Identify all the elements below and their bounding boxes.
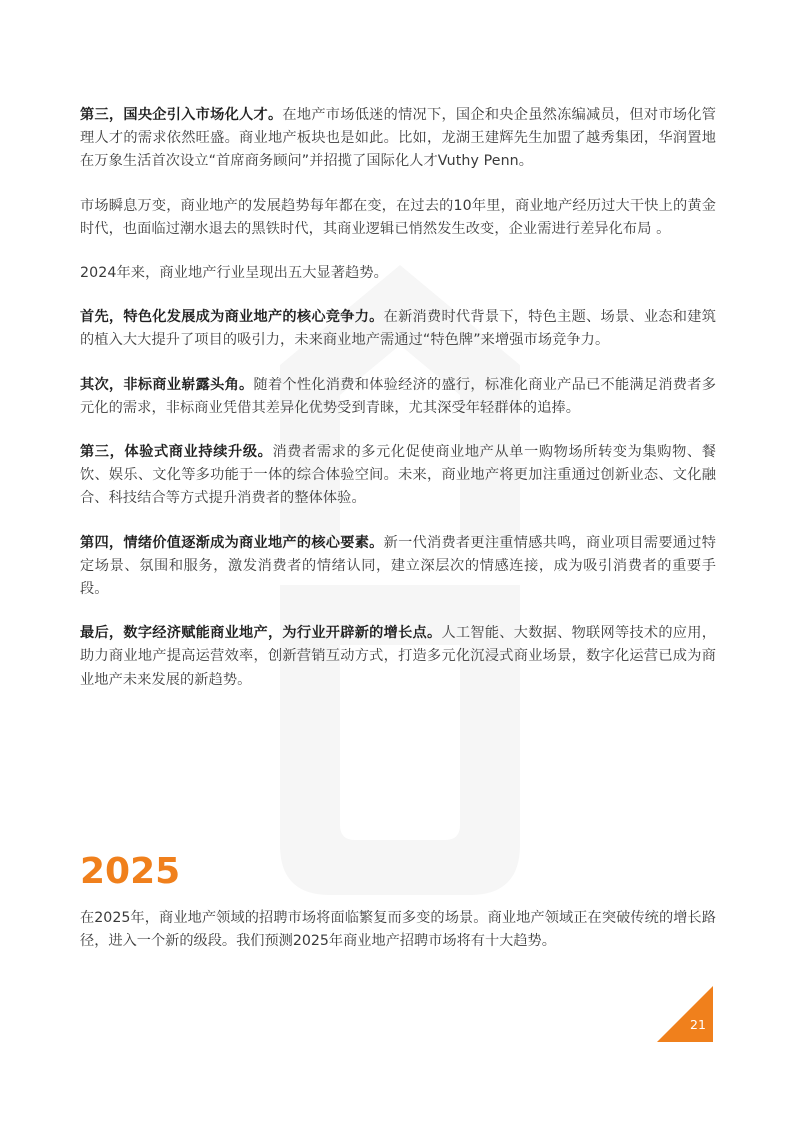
paragraph-lead: 其次，非标商业崭露头角。 [80,376,254,393]
paragraph-five-trends-intro [80,262,716,285]
paragraph-text: 随着个性化消费和体验经济的盛行，标准化商业产品已不能满足消费者多元化的需求，非标商业凭借其差异化优势受到青睐，尤其深受年轻群体的追捧。 [80,376,717,416]
paragraph-trend-digital-economy [80,622,716,692]
paragraph-text: 新一代消费者更注重情感共鸣，商业项目需要通过特定场景、氛围和服务，激发消费者的情绪认同，建立深层次的情感连接，成为吸引消费者的重要手段。 [80,534,716,598]
paragraph-lead: 首先，特色化发展成为商业地产的核心竞争力。 [80,309,384,326]
paragraph-lead: 最后，数字经济赋能商业地产，为行业开辟新的增长点。 [80,625,442,642]
page-corner-triangle [657,986,713,1042]
paragraph-text: 消费者需求的多元化促使商业地产从单一购物场所转变为集购物、餐饮、娱乐、文化等多功能于一体的综合体验空间。未来，商业地产将更加注重通过创新业态、文化融合、科技结合等方式提升消费者的整体体验。 [80,444,716,507]
section-heading-year: 2025 [80,851,181,892]
paragraph-lead: 第三，体验式商业持续升级。 [80,444,273,461]
paragraph-trend-experiential-commerce [80,441,716,511]
paragraph-market-change [80,195,716,241]
paragraph-trend-emotional-value [80,532,716,602]
page-number: 21 [690,1017,706,1032]
paragraph-text: 2024年来，商业地产行业呈现出五大显著趋势。 [80,265,388,282]
paragraph-state-enterprise-talent [80,104,716,174]
paragraph-text: 人工智能、大数据、物联网等技术的应用，助力商业地产提高运营效率，创新营销互动方式，打造多元化沉浸式商业场景，数字化运营已成为商业地产未来发展的新趋势。 [80,625,716,688]
paragraph-text: 在新消费时代背景下，特色主题、场景、业态和建筑的植入大大提升了项目的吸引力，未来商业地产需通过“特色牌”来增强市场竞争力。 [80,309,716,349]
paragraph-trend-featured-development [80,306,716,352]
paragraph-text: 市场瞬息万变，商业地产的发展趋势每年都在变，在过去的10年里，商业地产经历过大干快上的黄金时代，也面临过潮水退去的黑铁时代，其商业逻辑已悄然发生改变，企业需进行差异化布局 。 [80,197,716,237]
paragraph-trend-nonstandard-commerce [80,374,716,420]
paragraph-text: 在地产市场低迷的情况下，国企和央企虽然冻编减员，但对市场化管理人才的需求依然旺盛。商业地产板块也是如此。比如，龙湖王建辉先生加盟了越秀集团，华润置地在万象生活首次设立“首席商务顾问”并招揽了国际化人才Vuthy Penn。 [80,107,716,170]
paragraph-lead: 第四，情绪价值逐渐成为商业地产的核心要素。 [80,534,384,551]
section-intro-paragraph: 在2025年，商业地产领域的招聘市场将面临繁复而多变的场景。商业地产领域正在突破传统的增长路径，进入一个新的级段。我们预测2025年商业地产招聘市场将有十大趋势。 [80,910,716,950]
paragraph-lead: 第三，国央企引入市场化人才。 [80,107,283,123]
article-body [80,104,716,713]
